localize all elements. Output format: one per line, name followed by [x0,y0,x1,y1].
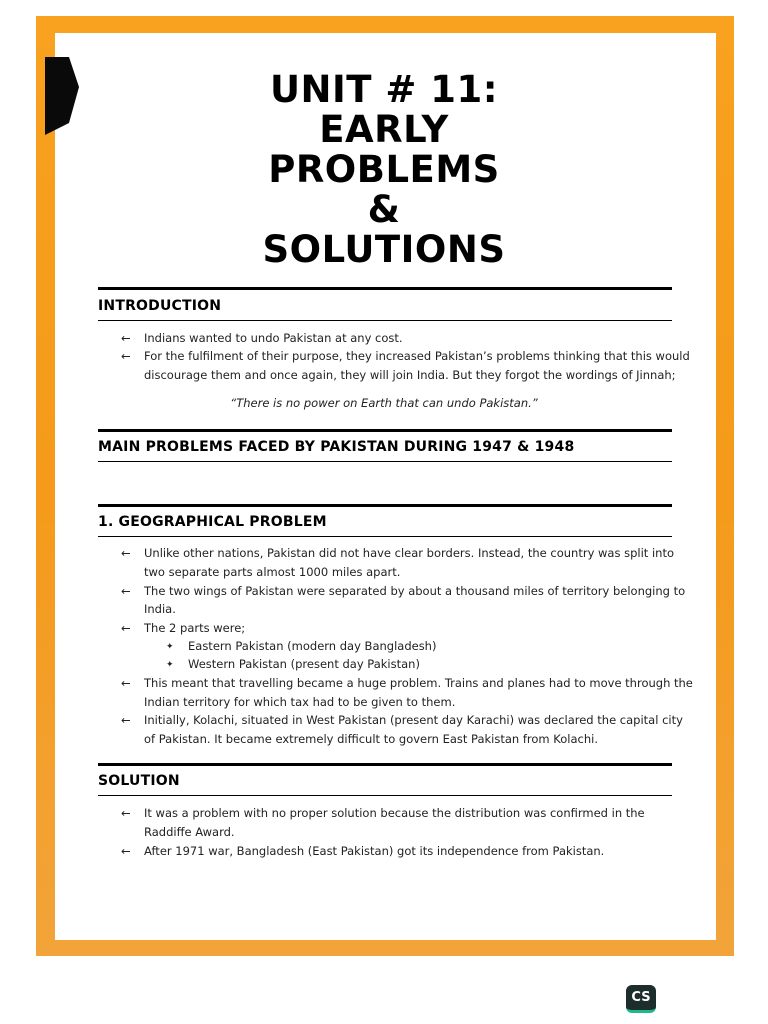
section-rule-bottom [98,320,672,321]
title-line: UNIT # 11: [269,68,499,111]
bullet-arrow-icon: ← [121,844,131,858]
section-rule-top [98,504,672,507]
title-line: EARLY [319,108,449,151]
bullet-arrow-icon: ← [121,713,131,727]
bullet-arrow-icon: ← [121,546,131,560]
geo-line: The 2 parts were; [144,621,246,635]
section-rule-bottom [98,536,672,537]
solution-heading: SOLUTION [98,773,180,789]
geo-line: Unlike other nations, Pakistan did not have clear borders. Instead, the country was split into [144,546,674,560]
solution-line: Raddiffe Award. [144,825,235,839]
page-title [0,70,768,270]
bullet-arrow-icon: ← [121,676,131,690]
bullet-arrow-icon: ← [121,621,131,635]
geo-sub-line: Eastern Pakistan (modern day Bangladesh) [188,639,437,653]
title-line: PROBLEMS [268,148,500,191]
sub-bullet-star-icon: ✦ [166,642,174,652]
introduction-heading: INTRODUCTION [98,298,222,314]
section-rule-bottom [98,795,672,796]
geo-line: of Pakistan. It became extremely difficult to govern East Pakistan from Kolachi. [144,732,598,746]
geo-line: India. [144,602,176,616]
title-line: SOLUTIONS [262,228,506,271]
geo-line: two separate parts almost 1000 miles apart. [144,565,401,579]
title-line: & [367,188,401,231]
jinnah-quote: “There is no power on Earth that can undo Pakistan.” [230,396,538,410]
geo-line: The two wings of Pakistan were separated by about a thousand miles of territory belonging to [144,584,686,598]
bullet-arrow-icon: ← [121,584,131,598]
section-rule-top [98,763,672,766]
geo-line: This meant that travelling became a huge problem. Trains and planes had to move through the [144,676,693,690]
camscanner-logo: CS [626,985,656,1013]
solution-line: After 1971 war, Bangladesh (East Pakistan) got its independence from Pakistan. [144,844,605,858]
intro-line: For the fulfilment of their purpose, they increased Pakistan’s problems thinking that this would [144,349,690,363]
geo-line: Initially, Kolachi, situated in West Pakistan (present day Karachi) was declared the capital city [144,713,683,727]
section-rule-top [98,429,672,432]
main-problems-heading: MAIN PROBLEMS FACED BY PAKISTAN DURING 1947 & 1948 [98,439,575,455]
intro-line: Indians wanted to undo Pakistan at any cost. [144,331,403,345]
sub-bullet-star-icon: ✦ [166,660,174,670]
geo-line: Indian territory for which tax had to be given to them. [144,695,456,709]
section-rule-top [98,287,672,290]
geo-sub-line: Western Pakistan (present day Pakistan) [188,657,420,671]
geographical-heading: 1. GEOGRAPHICAL PROBLEM [98,514,327,530]
intro-line: discourage them and once again, they will join India. But they forgot the wordings of Jinnah; [144,368,676,382]
bullet-arrow-icon: ← [121,349,131,363]
bullet-arrow-icon: ← [121,331,131,345]
bullet-arrow-icon: ← [121,806,131,820]
solution-line: It was a problem with no proper solution because the distribution was confirmed in the [144,806,645,820]
section-rule-bottom [98,461,672,462]
